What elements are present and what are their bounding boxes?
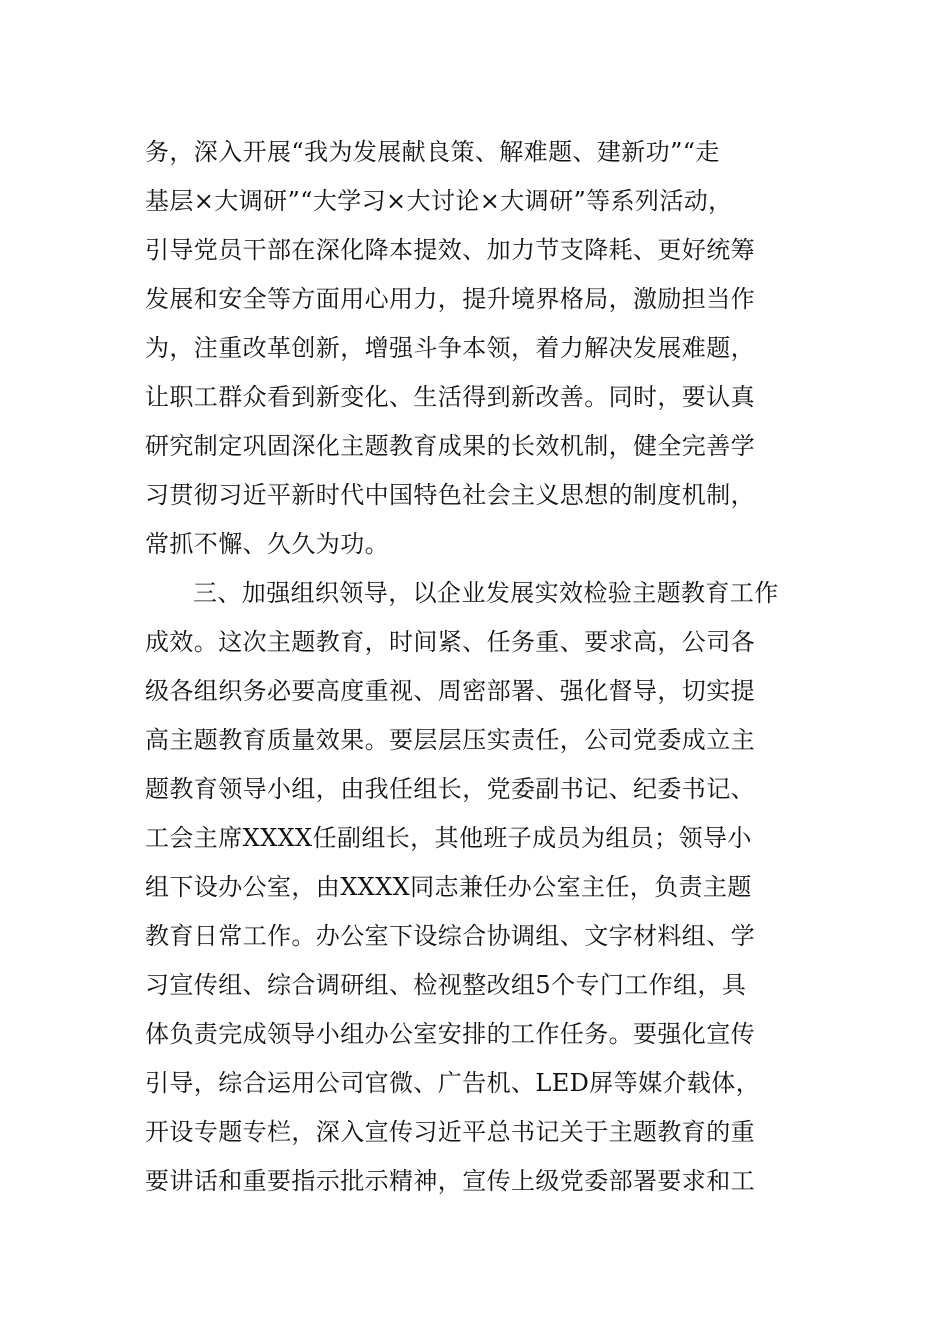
text-line: 研究制定巩固深化主题教育成果的长效机制，健全完善学 [145,432,755,460]
text-line: 高主题教育质量效果。要层层压实责任，公司党委成立主 [145,726,755,754]
text-line: 引导党员干部在深化降本提效、加力节支降耗、更好统筹 [145,236,755,264]
text-line: 开设专题专栏，深入宣传习近平总书记关于主题教育的重 [145,1118,755,1146]
text-line: 工会主席XXXX任副组长，其他班子成员为组员；领导小 [145,824,752,852]
text-line: 基层×大调研”“大学习×大讨论×大调研”等系列活动， [145,187,733,215]
text-line: 习宣传组、综合调研组、检视整改组5个专门工作组，具 [145,971,747,999]
text-line: 教育日常工作。办公室下设综合协调组、文字材料组、学 [145,922,755,950]
text-line: 级各组织务必要高度重视、周密部署、强化督导，切实提 [145,677,755,705]
text-line: 组下设办公室，由XXXX同志兼任办公室主任，负责主题 [145,873,752,901]
text-line: 常抓不懈、久久为功。 [145,530,389,558]
text-line: 要讲话和重要指示批示精神，宣传上级党委部署要求和工 [145,1167,755,1195]
text-line: 题教育领导小组，由我任组长，党委副书记、纪委书记、 [145,775,755,803]
text-line: 体负责完成领导小组办公室安排的工作任务。要强化宣传 [145,1020,755,1048]
text-line: 务，深入开展“我为发展献良策、解难题、建新功”“走 [145,138,720,166]
text-line: 为，注重改革创新，增强斗争本领，着力解决发展难题， [145,334,755,362]
text-line: 让职工群众看到新变化、生活得到新改善。同时，要认真 [145,383,755,411]
section-heading-line: 三、加强组织领导，以企业发展实效检验主题教育工作 [193,579,779,607]
text-line: 发展和安全等方面用心用力，提升境界格局，激励担当作 [145,285,755,313]
document-body [145,128,815,1206]
text-line: 成效。这次主题教育，时间紧、任务重、要求高，公司各 [145,628,755,656]
text-line: 习贯彻习近平新时代中国特色社会主义思想的制度机制， [145,481,755,509]
text-line: 引导，综合运用公司官微、广告机、LED屏等媒介载体， [145,1069,761,1097]
